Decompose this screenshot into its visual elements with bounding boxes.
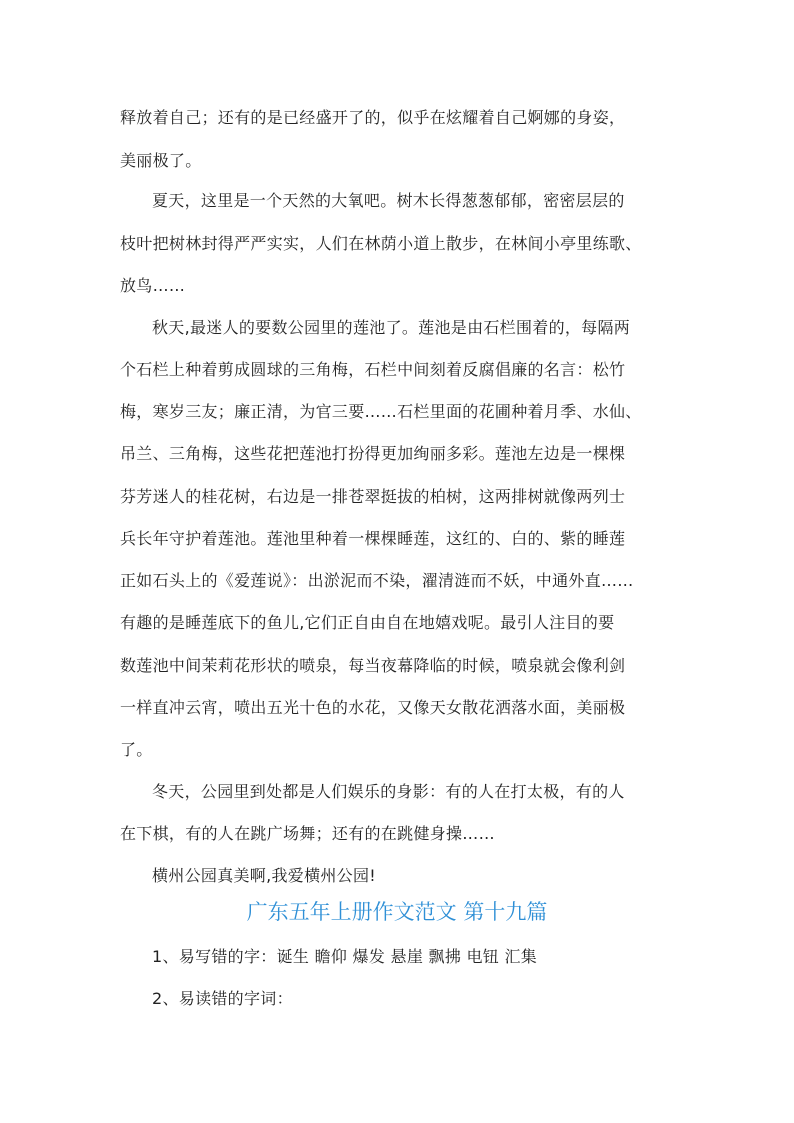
- paragraph-line: 枝叶把树林封得严严实实，人们在林荫小道上散步，在林间小亭里练歌、: [120, 234, 642, 253]
- paragraph-line: 正如石头上的《爱莲说》：出淤泥而不染，濯清涟而不妖，中通外直……: [120, 571, 634, 590]
- section-heading: 广东五年上册作文范文 第十九篇: [246, 900, 548, 924]
- paragraph-line: 吊兰、三角梅，这些花把莲池打扮得更加绚丽多彩。莲池左边是一棵棵: [120, 444, 626, 463]
- paragraph-line: 有趣的是睡莲底下的鱼儿,它们正自由自在地嬉戏呢。最引人注目的要: [120, 613, 615, 632]
- paragraph-line: 夏天，这里是一个天然的大氧吧。树木长得葱葱郁郁，密密层层的: [152, 191, 625, 210]
- paragraph-line: 美丽极了。: [120, 151, 202, 170]
- paragraph-line: 兵长年守护着莲池。莲池里种着一棵棵睡莲，这红的、白的、紫的睡莲: [120, 529, 626, 548]
- paragraph-line: 冬天，公园里到处都是人们娱乐的身影：有的人在打太极，有的人: [152, 782, 625, 801]
- paragraph-line: 梅，寒岁三友；廉正清，为官三要……石栏里面的花圃种着月季、水仙、: [120, 402, 642, 421]
- paragraph-line: 芬芳迷人的桂花树，右边是一排苍翠挺拔的柏树，这两排树就像两列士: [120, 487, 626, 506]
- paragraph-line: 释放着自己；还有的是已经盛开了的，似乎在炫耀着自己婀娜的身姿，: [120, 108, 626, 127]
- paragraph-line: 一样直冲云宵，喷出五光十色的水花，又像天女散花洒落水面，美丽极: [120, 698, 626, 717]
- list-item: 2、易读错的字词：: [152, 989, 293, 1008]
- paragraph-line: 秋天,最迷人的要数公园里的莲池了。莲池是由石栏围着的，每隔两: [152, 318, 631, 337]
- paragraph-line: 横州公园真美啊,我爱横州公园!: [152, 866, 377, 885]
- paragraph-line: 在下棋，有的人在跳广场舞；还有的在跳健身操……: [120, 824, 495, 843]
- paragraph-line: 数莲池中间茉莉花形状的喷泉，每当夜幕降临的时候，喷泉就会像利剑: [120, 656, 626, 675]
- paragraph-line: 了。: [120, 740, 153, 759]
- paragraph-line: 放鸟……: [120, 276, 186, 295]
- list-item: 1、易写错的字：诞生 瞻仰 爆发 悬崖 飘拂 电钮 汇集: [152, 947, 538, 966]
- paragraph-line: 个石栏上种着剪成圆球的三角梅，石栏中间刻着反腐倡廉的名言：松竹: [120, 360, 626, 379]
